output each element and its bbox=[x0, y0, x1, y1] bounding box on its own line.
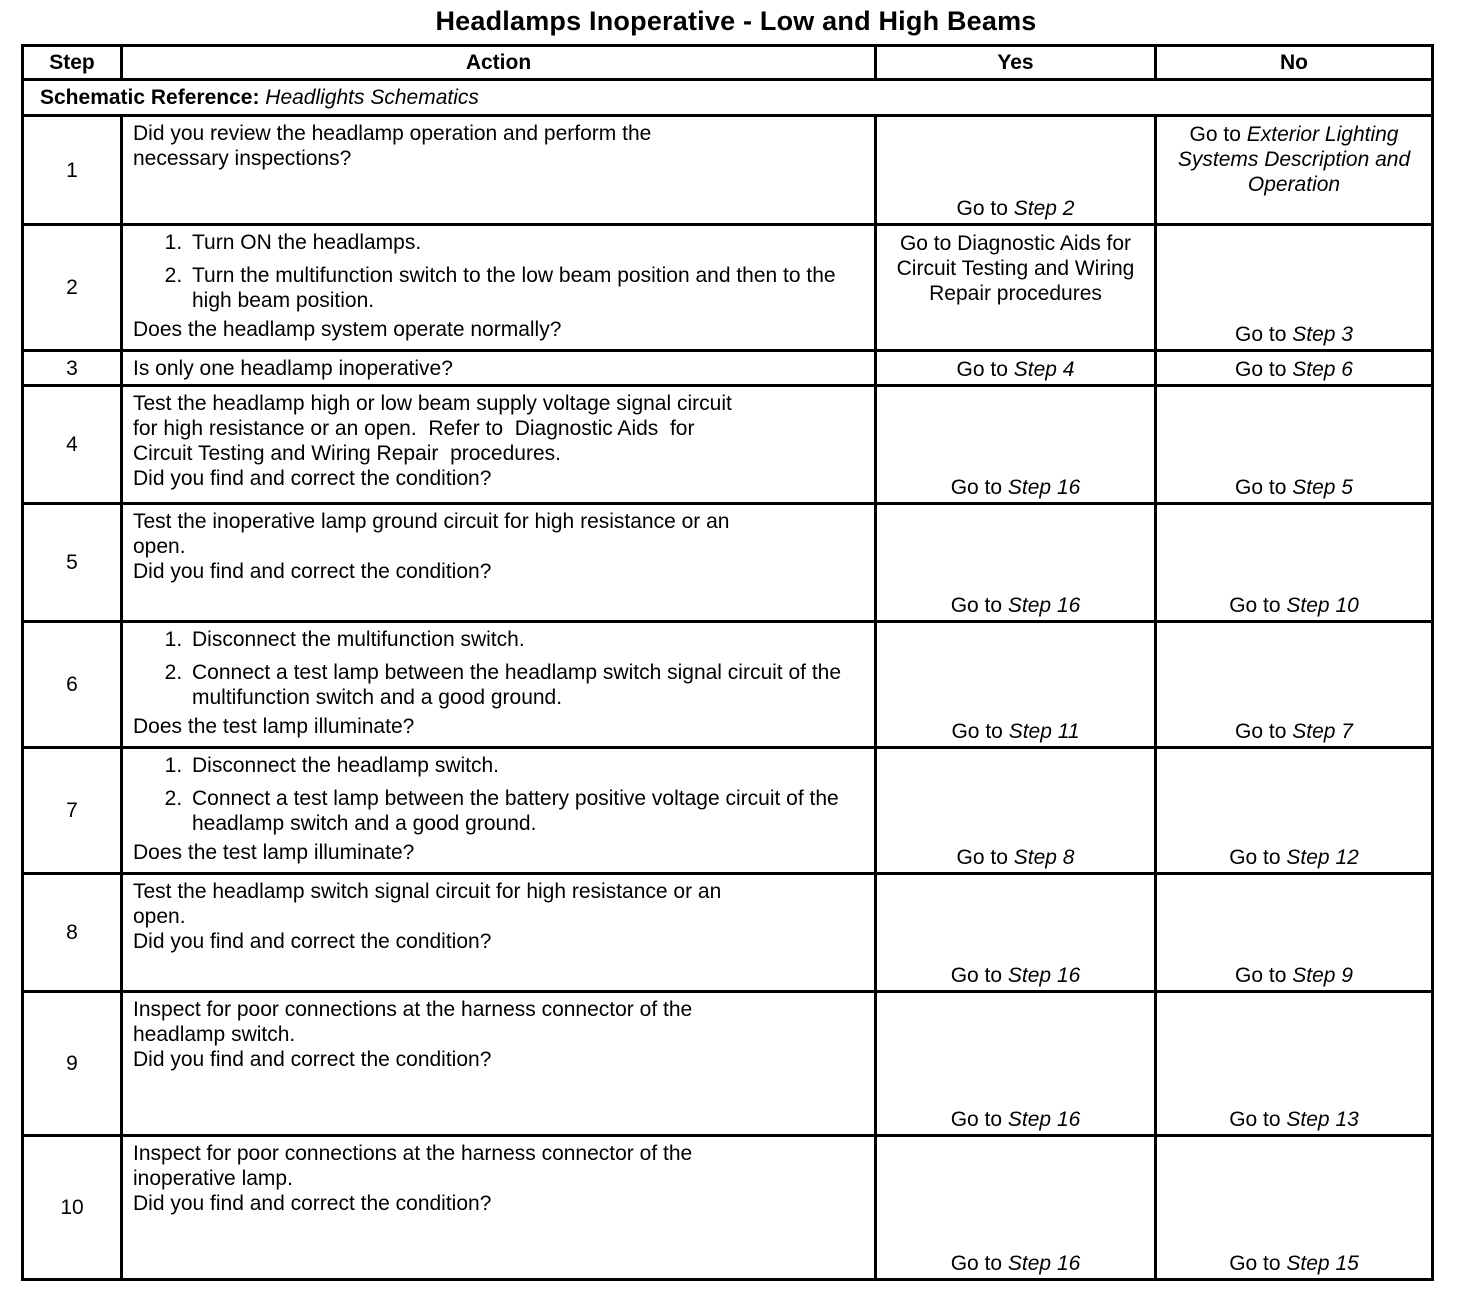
table-row bbox=[23, 1136, 1433, 1280]
no-goto[interactable] bbox=[1229, 846, 1359, 869]
action-steps-list bbox=[133, 753, 864, 836]
no-goto[interactable] bbox=[1229, 1252, 1359, 1275]
schematic-reference-row bbox=[23, 80, 1433, 116]
no-step-link[interactable]: Step 7 bbox=[1292, 720, 1353, 743]
no-goto[interactable] bbox=[1235, 323, 1353, 346]
yes-step-link[interactable]: Step 16 bbox=[1007, 964, 1081, 987]
no-cell bbox=[1156, 874, 1433, 992]
table-row bbox=[23, 225, 1433, 351]
yes-prefix: Go to bbox=[956, 846, 1008, 869]
table-row bbox=[23, 748, 1433, 874]
action-question: Does the test lamp illuminate? bbox=[133, 715, 415, 738]
no-goto[interactable] bbox=[1235, 964, 1353, 987]
yes-goto[interactable] bbox=[951, 720, 1079, 743]
action-cell bbox=[122, 992, 876, 1136]
no-cell bbox=[1156, 386, 1433, 504]
table-row bbox=[23, 351, 1433, 386]
no-step-link[interactable]: Step 6 bbox=[1292, 358, 1353, 381]
no-prefix: Go to bbox=[1235, 964, 1287, 987]
action-question: Did you find and correct the condition? bbox=[133, 1048, 492, 1071]
yes-goto[interactable] bbox=[951, 964, 1081, 987]
no-step-link[interactable]: Step 12 bbox=[1286, 846, 1359, 869]
no-goto[interactable] bbox=[1235, 358, 1353, 381]
action-text: Test the inoperative lamp ground circuit for high resistance or an open. bbox=[133, 510, 730, 558]
yes-prefix: Go to bbox=[956, 358, 1008, 381]
action-cell bbox=[122, 386, 876, 504]
header-row bbox=[23, 46, 1433, 80]
action-steps-list bbox=[133, 627, 864, 710]
action-question: Does the test lamp illuminate? bbox=[133, 841, 415, 864]
action-steps-list bbox=[133, 230, 864, 313]
action-question: Did you find and correct the condition? bbox=[133, 1192, 492, 1215]
action-text: Is only one headlamp inoperative? bbox=[133, 357, 453, 380]
no-step-link[interactable]: Step 9 bbox=[1292, 964, 1353, 987]
yes-prefix: Go to bbox=[950, 1108, 1003, 1131]
step-number: 8 bbox=[23, 874, 122, 992]
yes-cell bbox=[876, 1136, 1156, 1280]
yes-cell bbox=[876, 116, 1156, 225]
no-cell bbox=[1156, 622, 1433, 748]
table-row bbox=[23, 622, 1433, 748]
yes-goto[interactable] bbox=[951, 476, 1081, 499]
yes-goto[interactable] bbox=[951, 1108, 1081, 1131]
yes-prefix: Go to bbox=[950, 594, 1003, 617]
yes-cell bbox=[876, 351, 1156, 386]
action-cell bbox=[122, 225, 876, 351]
yes-step-link[interactable]: Step 11 bbox=[1008, 720, 1080, 743]
no-prefix: Go to bbox=[1229, 594, 1281, 617]
yes-cell bbox=[876, 386, 1156, 504]
action-question: Does the headlamp system operate normally? bbox=[133, 318, 562, 341]
no-step-link[interactable]: Step 15 bbox=[1286, 1252, 1359, 1275]
yes-cell[interactable] bbox=[876, 225, 1156, 351]
step-number: 1 bbox=[23, 116, 122, 225]
header-action: Action bbox=[122, 46, 876, 80]
header-step: Step bbox=[23, 46, 122, 80]
yes-step-link[interactable]: Step 4 bbox=[1013, 358, 1075, 381]
no-prefix: Go to bbox=[1229, 1252, 1281, 1275]
yes-cell bbox=[876, 992, 1156, 1136]
yes-prefix: Go to bbox=[950, 476, 1003, 499]
no-step-link[interactable]: Exterior Lighting Systems Description and Operation bbox=[1177, 123, 1411, 196]
action-step: 1. Turn ON the headlamps. bbox=[188, 230, 864, 255]
no-step-link[interactable]: Step 13 bbox=[1286, 1108, 1359, 1131]
header-no: No bbox=[1156, 46, 1433, 80]
action-cell bbox=[122, 504, 876, 622]
yes-goto[interactable] bbox=[951, 594, 1081, 617]
no-prefix: Go to bbox=[1235, 323, 1287, 346]
step-number: 10 bbox=[23, 1136, 122, 1280]
no-prefix: Go to bbox=[1235, 476, 1287, 499]
table-row bbox=[23, 116, 1433, 225]
yes-prefix: Go to bbox=[950, 1252, 1003, 1275]
action-step: 2. Connect a test lamp between the battery positive voltage circuit of the headlamp switch and a good ground. bbox=[188, 786, 864, 836]
yes-goto[interactable] bbox=[957, 846, 1075, 869]
schematic-reference bbox=[23, 80, 1433, 116]
no-goto[interactable] bbox=[1229, 594, 1359, 617]
yes-step-link[interactable]: Step 8 bbox=[1013, 846, 1075, 869]
yes-goto[interactable] bbox=[957, 358, 1075, 381]
no-cell bbox=[1156, 1136, 1433, 1280]
action-cell bbox=[122, 351, 876, 386]
action-question: Did you find and correct the condition? bbox=[133, 560, 492, 583]
schematic-reference-label: Schematic Reference: bbox=[40, 86, 260, 109]
yes-goto[interactable]: Go to Diagnostic Aids for Circuit Testing and Wiring Repair procedures bbox=[896, 232, 1135, 305]
table-row bbox=[23, 386, 1433, 504]
no-goto[interactable] bbox=[1235, 720, 1353, 743]
action-question: Did you find and correct the condition? bbox=[133, 467, 492, 490]
no-prefix: Go to bbox=[1229, 846, 1281, 869]
yes-prefix: Go to bbox=[956, 197, 1008, 220]
action-step: 2. Turn the multifunction switch to the low beam position and then to the high beam position. bbox=[188, 263, 864, 313]
no-cell bbox=[1156, 116, 1433, 225]
step-number: 7 bbox=[23, 748, 122, 874]
yes-step-link[interactable]: Step 16 bbox=[1007, 1108, 1081, 1131]
step-number: 3 bbox=[23, 351, 122, 386]
yes-step-link[interactable]: Step 2 bbox=[1013, 197, 1075, 220]
yes-goto[interactable] bbox=[957, 197, 1075, 220]
step-number: 4 bbox=[23, 386, 122, 504]
header-yes: Yes bbox=[876, 46, 1156, 80]
action-text: Inspect for poor connections at the harness connector of the headlamp switch. bbox=[133, 998, 693, 1046]
step-number: 9 bbox=[23, 992, 122, 1136]
action-text: Did you review the headlamp operation and perform the necessary inspections? bbox=[133, 122, 652, 170]
action-step: 2. Connect a test lamp between the headlamp switch signal circuit of the multifunction switch and a good ground. bbox=[188, 660, 864, 710]
yes-step-link[interactable]: Step 16 bbox=[1007, 1252, 1081, 1275]
action-cell bbox=[122, 116, 876, 225]
no-cell bbox=[1156, 992, 1433, 1136]
diagnostic-table bbox=[21, 44, 1434, 1281]
schematic-reference-link[interactable]: Headlights Schematics bbox=[265, 86, 479, 109]
no-goto[interactable] bbox=[1229, 1108, 1359, 1131]
yes-prefix: Go to bbox=[951, 720, 1003, 743]
no-cell bbox=[1156, 351, 1433, 386]
action-cell bbox=[122, 874, 876, 992]
yes-goto[interactable] bbox=[951, 1252, 1081, 1275]
yes-step-link[interactable]: Step 16 bbox=[1007, 476, 1081, 499]
no-cell bbox=[1156, 504, 1433, 622]
yes-cell bbox=[876, 504, 1156, 622]
no-step-link[interactable]: Step 10 bbox=[1286, 594, 1359, 617]
page-title: Headlamps Inoperative - Low and High Beams bbox=[435, 6, 1037, 36]
action-cell bbox=[122, 748, 876, 874]
yes-cell bbox=[876, 874, 1156, 992]
yes-prefix: Go to bbox=[950, 964, 1003, 987]
no-prefix: Go to bbox=[1235, 358, 1287, 381]
no-goto[interactable] bbox=[1235, 476, 1353, 499]
no-prefix: Go to bbox=[1229, 1108, 1281, 1131]
yes-step-link[interactable]: Step 16 bbox=[1007, 594, 1081, 617]
action-text: Inspect for poor connections at the harness connector of the inoperative lamp. bbox=[133, 1142, 693, 1190]
action-step: 1. Disconnect the headlamp switch. bbox=[188, 753, 864, 778]
no-prefix: Go to bbox=[1235, 720, 1287, 743]
step-number: 2 bbox=[23, 225, 122, 351]
action-text: Test the headlamp high or low beam supply voltage signal circuit for high resistance or an open. Refer to Diagnostic Aids for Circuit Testing and Wiring Repair procedures. bbox=[133, 392, 732, 465]
step-number: 5 bbox=[23, 504, 122, 622]
action-question: Did you find and correct the condition? bbox=[133, 930, 492, 953]
no-prefix: Go to bbox=[1189, 123, 1241, 146]
step-number: 6 bbox=[23, 622, 122, 748]
no-cell bbox=[1156, 225, 1433, 351]
table-row bbox=[23, 992, 1433, 1136]
no-step-link[interactable]: Step 3 bbox=[1292, 323, 1353, 346]
no-cell bbox=[1156, 748, 1433, 874]
no-goto[interactable] bbox=[1178, 123, 1410, 196]
action-text: Test the headlamp switch signal circuit for high resistance or an open. bbox=[133, 880, 722, 928]
table-row bbox=[23, 504, 1433, 622]
yes-cell bbox=[876, 622, 1156, 748]
action-step: 1. Disconnect the multifunction switch. bbox=[188, 627, 864, 652]
no-step-link[interactable]: Step 5 bbox=[1292, 476, 1353, 499]
yes-cell bbox=[876, 748, 1156, 874]
action-cell bbox=[122, 1136, 876, 1280]
table-row bbox=[23, 874, 1433, 992]
action-cell bbox=[122, 622, 876, 748]
